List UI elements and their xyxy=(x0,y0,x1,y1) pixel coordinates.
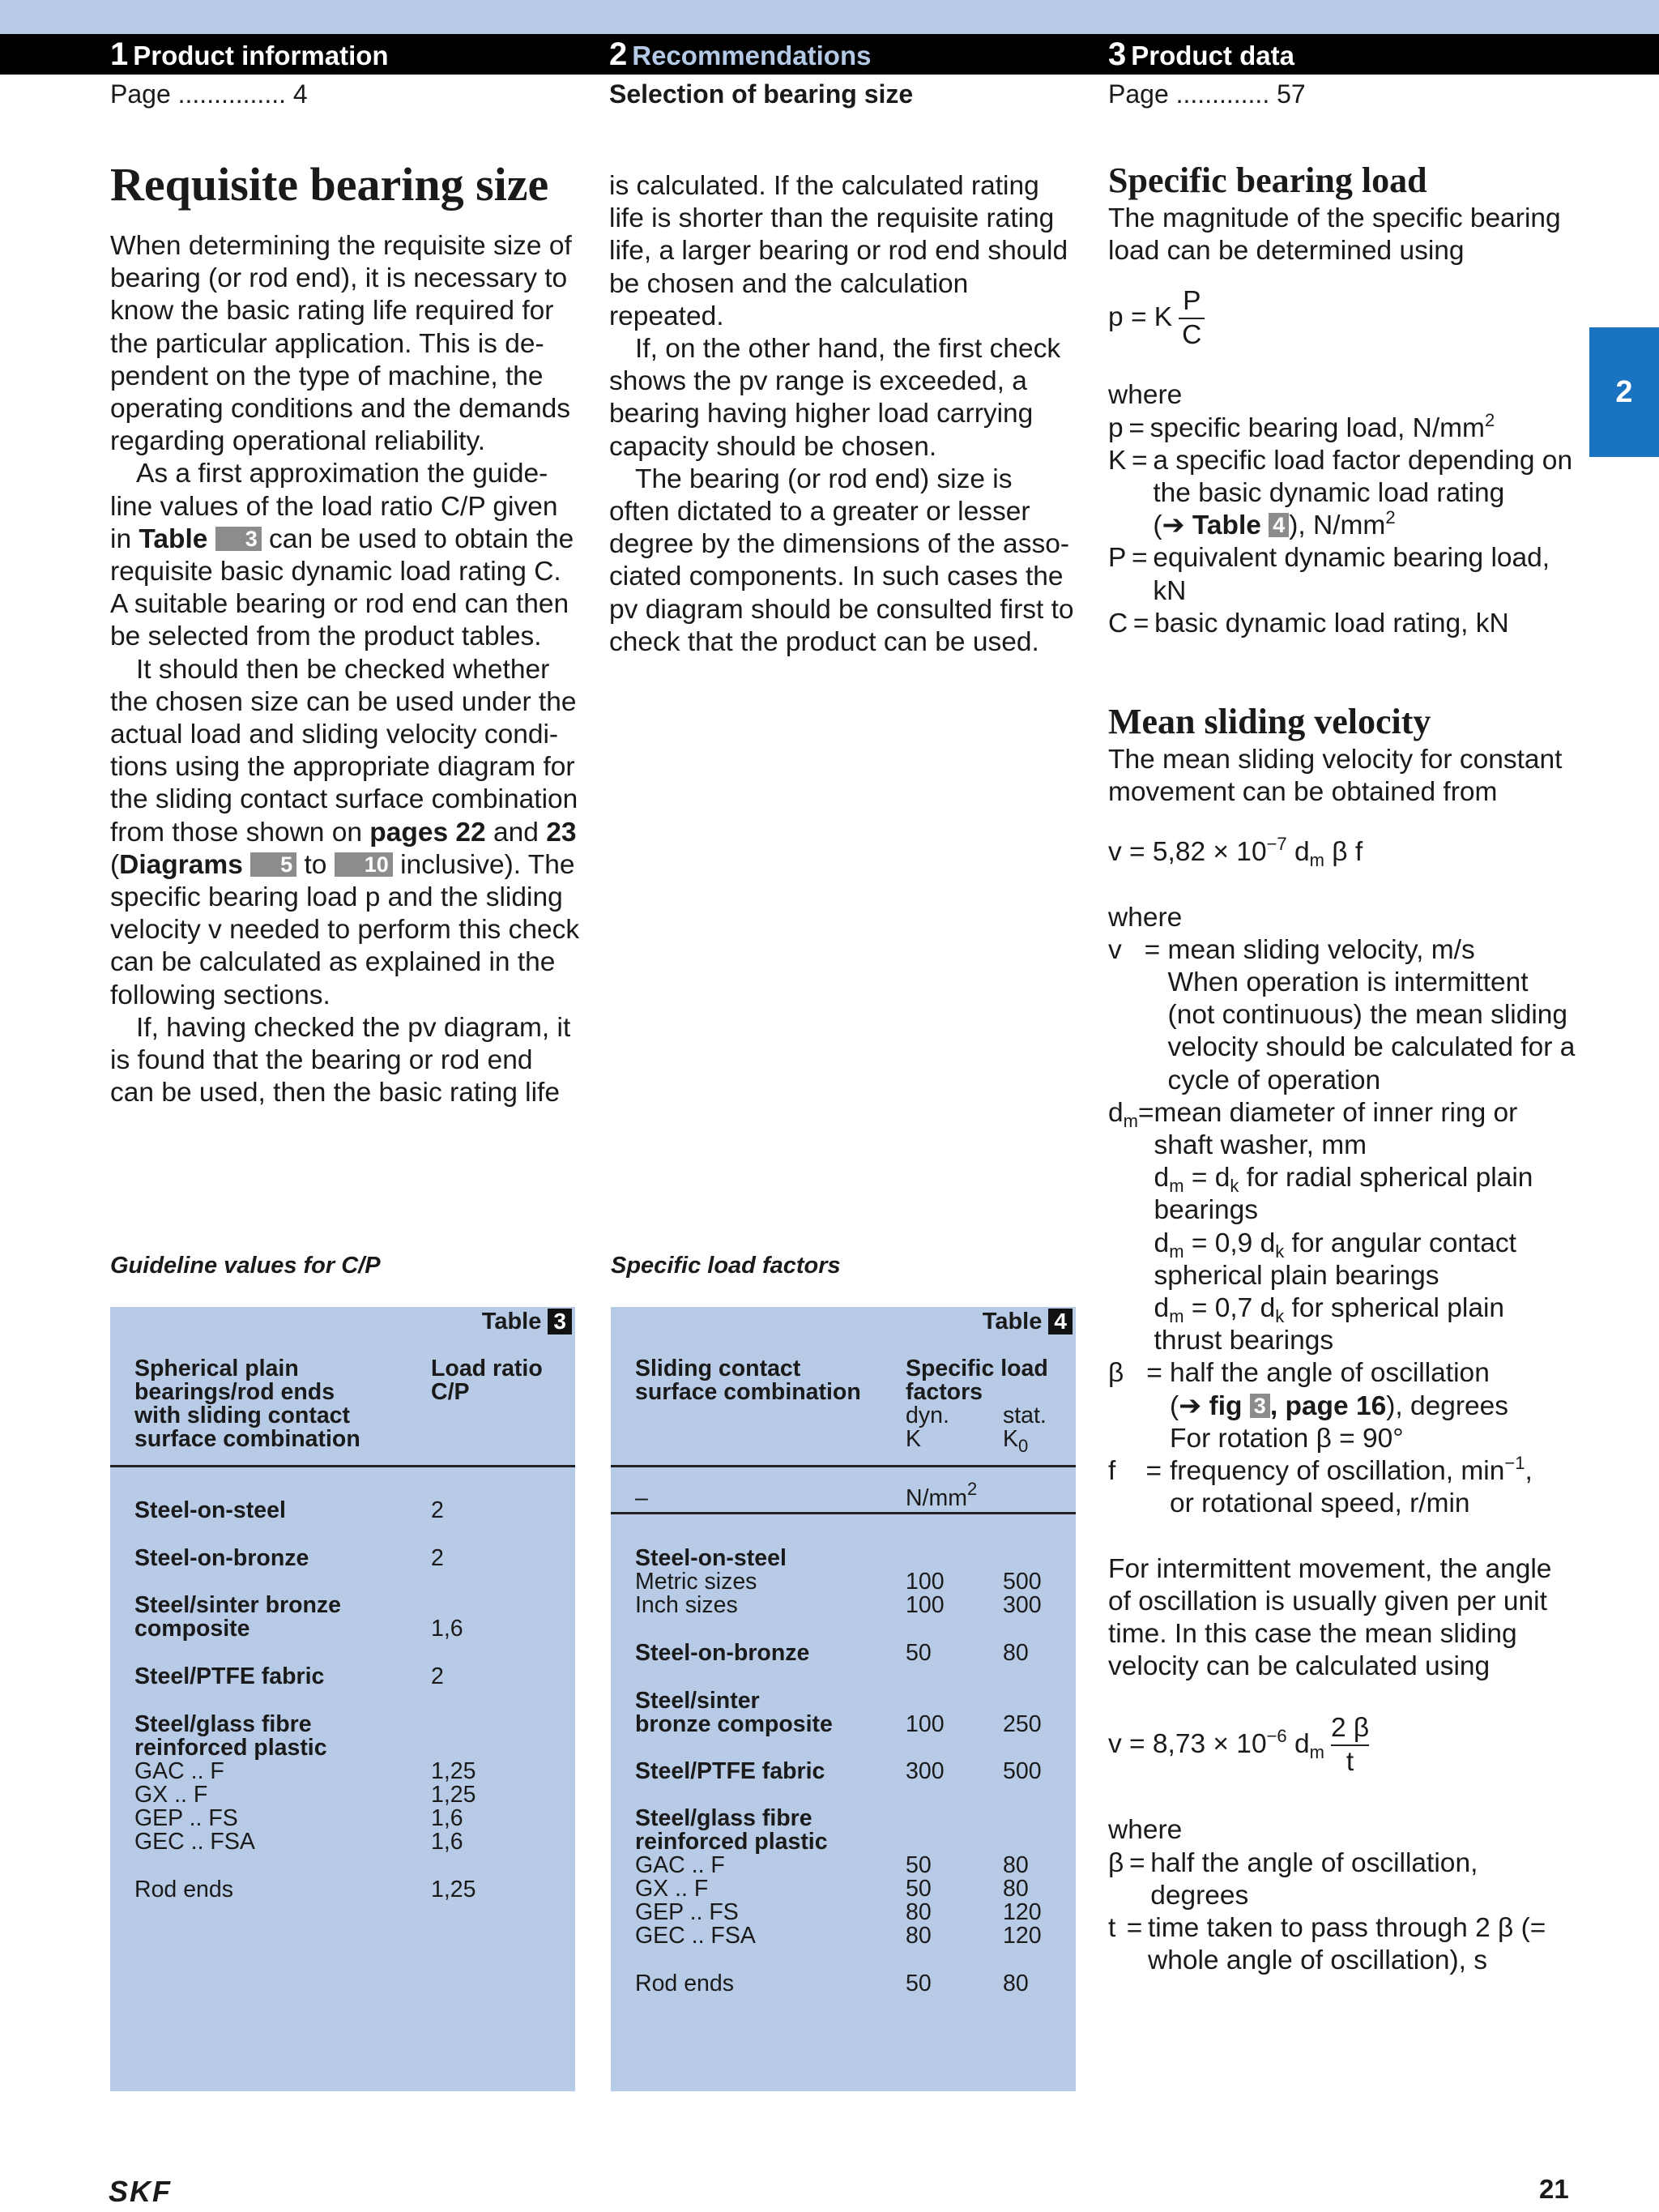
table-row: Steel-on-bronze xyxy=(635,1640,810,1666)
paragraph: The magnitude of the specific bearing load can be determined using xyxy=(1108,203,1561,267)
section-heading: Specific bearing load xyxy=(1108,160,1427,200)
table-3: Table 3 Spherical plain bearings/rod ends with sliding contact surface combination Load ratio C/P Steel-on-steel 2 Steel-on-bronze 2 Steel/sinter bronze composite 1,6 Steel/PTFE fabric 2 Steel/glass fibre reinforced plastic GAC .. F 1,25 GX .. F 1,25 GEP .. FS 1,6 GEC .. FSA 1,6 Rod ends 1,25 xyxy=(110,1307,575,2091)
table-row: Steel/PTFE fabric xyxy=(635,1758,825,1784)
table-divider xyxy=(611,1512,1076,1514)
chapter-tab[interactable]: 2 xyxy=(1589,327,1659,457)
page-number: 21 xyxy=(1539,2174,1569,2204)
paragraph: The bearing (or rod end) size is often dictated to a greater or lesser degree by the dimensions of the asso-ciated components. In such cases the pv diagram should be consulted first to check that the product can be used. xyxy=(609,463,1074,657)
table-ref-badge: 3 xyxy=(215,527,262,551)
where-label: where xyxy=(1108,1815,1183,1846)
paragraph: The mean sliding velocity for constant movement can be obtained from xyxy=(1108,745,1563,808)
table-row: Steel/PTFE fabric xyxy=(134,1663,325,1689)
page-title: Requisite bearing size xyxy=(110,158,549,211)
table-4-caption: Specific load factors xyxy=(611,1253,841,1279)
formula-specific-load: p = K $\frac{P}{C}$ xyxy=(1108,285,1578,358)
column-3 xyxy=(1108,159,1578,1977)
nav-product-information[interactable]: 1 Product information xyxy=(110,36,389,72)
paragraph: If, having checked the pv diagram, it is found that the bearing or rod end can be used, then the basic rating life xyxy=(110,1012,571,1108)
paragraph: For intermittent movement, the angle of oscillation is usually given per unit time. In this case the mean sliding velocity can be calculated using xyxy=(1108,1553,1552,1682)
skf-logo: SKF xyxy=(109,2175,172,2208)
formula-intermittent-velocity: $v = 8,73 \times 10^{-6}$ $d_m$ $\frac{2 \beta}{t}$ xyxy=(1108,1713,1370,1778)
paragraph: As a first approximation the guide-line values of the load ratio C/P given in Table 3 can be used to obtain the requisite basic dynamic load rating C. A suitable bearing or rod end can then be selected from the product tables. xyxy=(110,459,574,652)
section-heading: Mean sliding velocity xyxy=(1108,702,1431,742)
table-label: Table 4 xyxy=(983,1307,1073,1336)
paragraph: It should then be checked whether the chosen size can be used under the actual load and sliding velocity condi-tions using the appropriate diagram for the sliding contact surface combination from those shown on pages 22 and 23 (Diagrams 5 to 10 inclusive). The specific bearing load p and the sliding velocity v needed to perform this check can be calculated as explained in the following sections. xyxy=(110,654,580,1010)
table-row: Rod ends xyxy=(635,1971,735,1996)
subnav-current-section: Selection of bearing size xyxy=(609,79,914,109)
subnav-page-4[interactable]: Page ............... 4 xyxy=(110,79,308,109)
paragraph: is calculated. If the calculated rating life is shorter than the requisite rating life, a larger bearing or rod end should be chosen and the calculation repeated. xyxy=(609,171,1068,331)
table-ref-badge: 4 xyxy=(1269,513,1289,537)
paragraph: When determining the requisite size of bearing (or rod end), it is necessary to know the basic rating life required for the particular application. This is de-pendent on the type of machine, the operating conditions and the demands regarding operational reliability. xyxy=(110,231,572,457)
where-label: where xyxy=(1108,902,1183,933)
definitions-3: β = half the angle of oscillation, degrees t = time taken to pass through 2 β (= whole angle of oscillation), s xyxy=(1108,1847,1546,1976)
definitions-1: p = specific bearing load, $N/mm^2$ K = a specific load factor depending on the basic dynamic load rating (➔ Table 4 ), $N/mm^2$ P = equivalent dynamic bearing load, kN C = basic dynamic load rating, kN xyxy=(1108,409,1573,638)
table-row: Steel/sinter bronze xyxy=(134,1592,341,1618)
table-divider xyxy=(611,1465,1076,1467)
table-row: Steel-on-steel xyxy=(134,1497,286,1523)
paragraph: If, on the other hand, the first check shows the pv range is exceeded, a bearing having higher load carrying capacity should be chosen. xyxy=(609,334,1061,462)
table-row: Steel/sinter xyxy=(635,1688,760,1714)
section-nav-bar xyxy=(0,34,1659,75)
column-1 xyxy=(110,159,580,1109)
table-row: Steel-on-steel xyxy=(635,1545,787,1571)
table-label: Table 3 xyxy=(482,1307,572,1336)
top-color-strip xyxy=(0,0,1659,34)
formula-mean-velocity: $v = 5,82 \times 10^{-7}$ $d_m$ β f xyxy=(1108,834,1363,871)
table-4: Table 4 Sliding contact surface combination Specific load factors dyn. stat. K $K_0$ – $N/mm^2$ Steel-on-steel Metric sizes 100 500 Inch sizes 100 300 Steel-on-bronze 50 80 Steel/sinter bronze composite 100 250 Steel/PTFE fabric 300 500 Steel/glass fibre reinforced plastic GAC .. F 50 80 GX .. F 50 80 GEP .. FS 80 120 GEC .. FSA 80 120 Rod ends 50 80 xyxy=(611,1307,1076,2091)
diagram-ref-badge: 5 xyxy=(250,852,296,877)
definitions-2: v = mean sliding velocity, m/s When operation is intermittent (not continuous) the mean sliding velocity should be calculated for a cycle of operation $d_m=$ mean diameter of inner ring or shaft washer, mm $d_m = d_k$ for radial spherical plain bearings $d_m = 0,9$ $d_k$ for angular contact spherical plain bearings $d_m = 0,7$ $d_k$ for spherical plain thrust bearings β = half the angle of oscillation (➔ fig 3 , page 16), degrees For rotation β = 90° f = frequency of oscillation, $\min^{-1}$, or rotational speed, r/min xyxy=(1108,934,1576,1519)
diagram-ref-badge: 10 xyxy=(335,852,393,877)
subnav-page-57[interactable]: Page ............. 57 xyxy=(1108,79,1306,109)
table-3-caption: Guideline values for C/P xyxy=(110,1253,381,1279)
table-row: Steel/glass fibre xyxy=(635,1805,812,1831)
table-row: Steel/glass fibre xyxy=(134,1711,312,1737)
nav-product-data[interactable]: 3 Product data xyxy=(1108,36,1294,72)
column-2 xyxy=(609,170,1079,659)
nav-recommendations[interactable]: 2 Recommendations xyxy=(609,36,872,72)
table-row: Steel-on-bronze xyxy=(134,1545,309,1571)
table-row: Rod ends xyxy=(134,1877,234,1902)
where-label: where xyxy=(1108,380,1183,411)
table-divider xyxy=(110,1465,575,1467)
figure-ref-badge: 3 xyxy=(1250,1394,1270,1418)
